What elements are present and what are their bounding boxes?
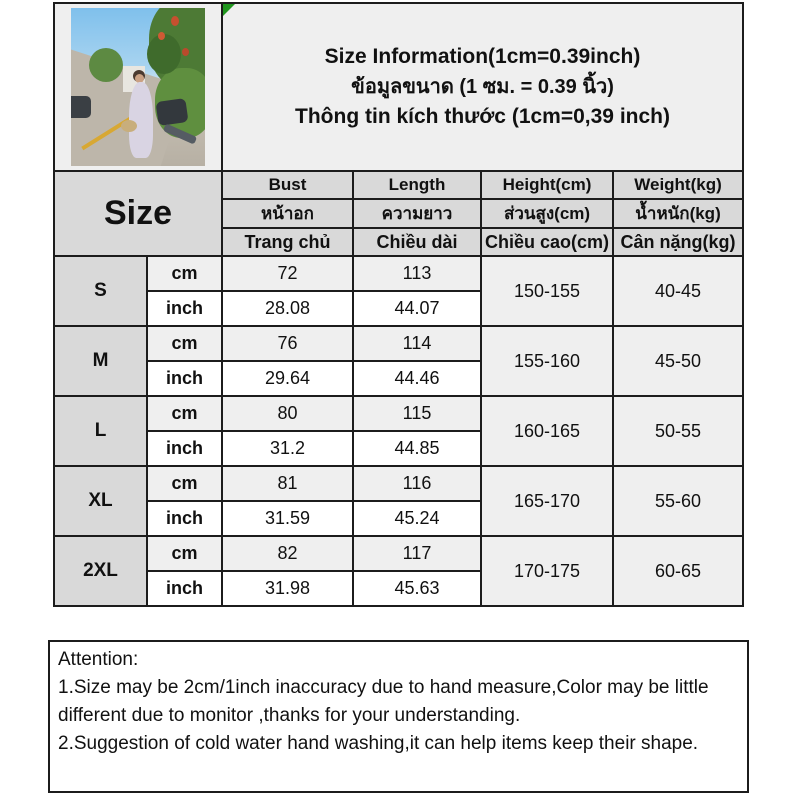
photo-car bbox=[71, 96, 91, 118]
photo-flower bbox=[158, 32, 165, 40]
photo-model-hat bbox=[121, 120, 137, 132]
col-bust-th: หน้าอก bbox=[222, 199, 353, 228]
size-label: L bbox=[54, 396, 147, 466]
size-label: XL bbox=[54, 466, 147, 536]
bust-cm-value: 72 bbox=[222, 256, 353, 291]
attention-note-2: 2.Suggestion of cold water hand washing,it can help items keep their shape. bbox=[58, 733, 699, 754]
length-cm-value: 113 bbox=[353, 256, 481, 291]
bust-inch-value: 31.98 bbox=[222, 571, 353, 606]
col-length-vi: Chiều dài bbox=[353, 228, 481, 256]
length-cm-value: 114 bbox=[353, 326, 481, 361]
bust-cm-value: 76 bbox=[222, 326, 353, 361]
col-bust-vi: Trang chủ bbox=[222, 228, 353, 256]
length-inch-value: 44.85 bbox=[353, 431, 481, 466]
unit-cm-label: cm bbox=[147, 536, 222, 571]
size-row-xl-cm bbox=[54, 466, 743, 501]
unit-cm-label: cm bbox=[147, 396, 222, 431]
unit-inch-label: inch bbox=[147, 291, 222, 326]
size-row-s-cm bbox=[54, 256, 743, 291]
length-cm-value: 116 bbox=[353, 466, 481, 501]
col-weight-en: Weight(kg) bbox=[613, 171, 743, 199]
weight-range: 40-45 bbox=[613, 256, 743, 326]
unit-inch-label: inch bbox=[147, 431, 222, 466]
photo-flower bbox=[182, 48, 189, 56]
length-inch-value: 45.24 bbox=[353, 501, 481, 536]
length-cm-value: 115 bbox=[353, 396, 481, 431]
size-row-m-cm bbox=[54, 326, 743, 361]
banner-row bbox=[54, 3, 743, 171]
title-english: Size Information(1cm=0.39inch) bbox=[324, 45, 641, 68]
bust-inch-value: 29.64 bbox=[222, 361, 353, 396]
col-bust-en: Bust bbox=[222, 171, 353, 199]
weight-range: 50-55 bbox=[613, 396, 743, 466]
bust-inch-value: 28.08 bbox=[222, 291, 353, 326]
attention-heading: Attention: bbox=[58, 649, 139, 670]
weight-range: 60-65 bbox=[613, 536, 743, 606]
length-inch-value: 45.63 bbox=[353, 571, 481, 606]
unit-cm-label: cm bbox=[147, 256, 222, 291]
bust-inch-value: 31.59 bbox=[222, 501, 353, 536]
product-photo bbox=[71, 8, 205, 166]
title-vietnamese: Thông tin kích thước (1cm=0,39 inch) bbox=[295, 105, 670, 128]
col-height-th: ส่วนสูง(cm) bbox=[481, 199, 613, 228]
height-range: 155-160 bbox=[481, 326, 613, 396]
size-label: 2XL bbox=[54, 536, 147, 606]
weight-range: 55-60 bbox=[613, 466, 743, 536]
unit-inch-label: inch bbox=[147, 571, 222, 606]
col-length-en: Length bbox=[353, 171, 481, 199]
weight-range: 45-50 bbox=[613, 326, 743, 396]
photo-tree bbox=[89, 48, 123, 82]
attention-note-1: 1.Size may be 2cm/1inch inaccuracy due to hand measure,Color may be little different due to monitor ,thanks for your understanding. bbox=[58, 677, 709, 726]
size-row-l-cm bbox=[54, 396, 743, 431]
bust-cm-value: 81 bbox=[222, 466, 353, 501]
unit-inch-label: inch bbox=[147, 361, 222, 396]
col-weight-vi: Cân nặng(kg) bbox=[613, 228, 743, 256]
bust-inch-value: 31.2 bbox=[222, 431, 353, 466]
bust-cm-value: 80 bbox=[222, 396, 353, 431]
col-height-vi: Chiều cao(cm) bbox=[481, 228, 613, 256]
cell-corner-flag-icon bbox=[223, 4, 235, 16]
height-range: 160-165 bbox=[481, 396, 613, 466]
size-row-2xl-cm bbox=[54, 536, 743, 571]
length-cm-value: 117 bbox=[353, 536, 481, 571]
col-weight-th: น้ำหนัก(kg) bbox=[613, 199, 743, 228]
col-height-en: Height(cm) bbox=[481, 171, 613, 199]
bust-cm-value: 82 bbox=[222, 536, 353, 571]
title-cell bbox=[222, 3, 743, 171]
photo-flower bbox=[171, 16, 179, 26]
size-label: S bbox=[54, 256, 147, 326]
col-length-th: ความยาว bbox=[353, 199, 481, 228]
unit-inch-label: inch bbox=[147, 501, 222, 536]
height-range: 165-170 bbox=[481, 466, 613, 536]
size-label: M bbox=[54, 326, 147, 396]
height-range: 150-155 bbox=[481, 256, 613, 326]
height-range: 170-175 bbox=[481, 536, 613, 606]
title-thai: ข้อมูลขนาด (1 ซม. = 0.39 นิ้ว) bbox=[351, 76, 614, 98]
header-row-english bbox=[54, 171, 743, 199]
attention-box bbox=[48, 640, 749, 793]
photo-motorbike bbox=[155, 98, 188, 126]
unit-cm-label: cm bbox=[147, 466, 222, 501]
unit-cm-label: cm bbox=[147, 326, 222, 361]
length-inch-value: 44.07 bbox=[353, 291, 481, 326]
product-photo-cell bbox=[54, 3, 222, 171]
size-table bbox=[53, 2, 744, 607]
length-inch-value: 44.46 bbox=[353, 361, 481, 396]
size-corner-label: Size bbox=[54, 171, 222, 256]
photo-foliage bbox=[147, 34, 181, 74]
